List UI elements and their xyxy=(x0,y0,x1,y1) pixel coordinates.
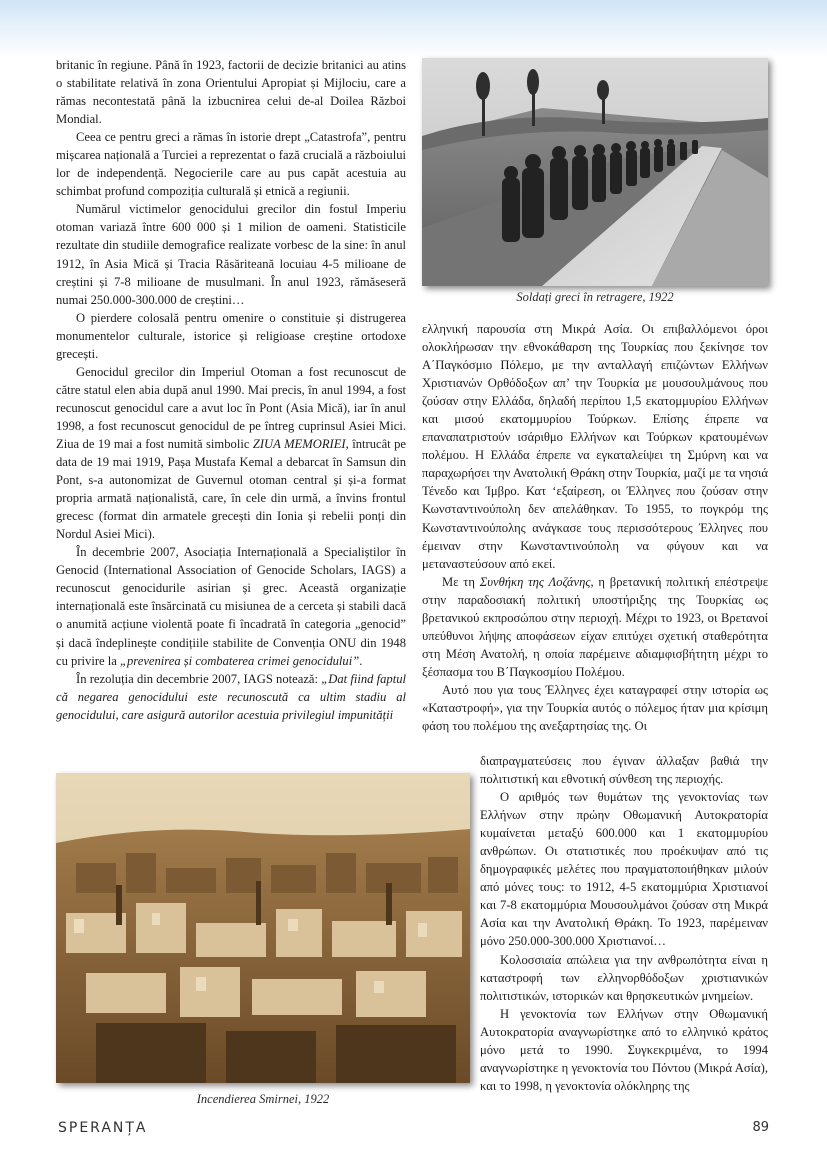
paragraph: Numărul victimelor genocidului grecilor din fostul Imperiu otoman variază între 600 000 și 1 milion de oameni. Statisticile rezultate din studiile demografice realizate vorbesc de la sine: în anul 1912, în Asia Mică și Tracia Răsăriteană locuiau 4-5 milioane de creștini și 7-8 milioane de musulmani. În anul 1923, rămăseseră numai 250.000-300.000 de creștini… xyxy=(56,202,406,307)
soldiers-photo-image xyxy=(422,58,768,286)
paragraph: Κολοσσιαία απώλεια για την ανθρωπότητα είναι η καταστροφή των ελληνορθόδοξων χριστιανικών πολιτιστικών, ιστορικών και θρησκευτικών μνημείων. xyxy=(480,952,768,1003)
paragraph: britanic în regiune. Până în 1923, factorii de decizie britanici au atins o stabilitate relativă în zona Orientului Apropiat și Mijlociu, care a rămas necontestată până la izbucnirea celui de-al Doilea Război Mondial. xyxy=(56,58,406,127)
paragraph: διαπραγματεύσεις που έγιναν άλλαξαν βαθιά την πολιτιστική και εθνοτική σύνθεση της περιοχής. xyxy=(480,754,768,787)
soldiers-photo-caption: Soldați greci în retragere, 1922 xyxy=(516,290,674,304)
paragraph xyxy=(422,573,768,681)
header-band xyxy=(0,0,827,58)
article-column-romanian xyxy=(56,56,406,724)
text-run: În decembrie 2007, Asociația Internațională a Specialiștilor în Genocid (International Association of Genocide Scholars, IAGS) a recunoscut genocidurile asirian și grec. Această organizație internațională este însărcinată cu misiunea de a cerceta și stabili dacă o anumită acțiune violentă poate fi încadrată în categoria „genocid” și dacă îndeplinește condițiile stabilite de Convenția ONU din 1948 cu privire la xyxy=(56,545,406,668)
paragraph: Αυτό που για τους Έλληνες έχει καταγραφεί στην ιστορία ως «Καταστροφή», για την Τουρκία αυτός ο πόλεμος ήταν μια κρίσιμη φάση του πολέμου της ανεξαρτησίας της. Οι xyxy=(422,682,768,734)
page-number: 89 xyxy=(752,1120,769,1135)
smyrna-photo-caption: Incendierea Smirnei, 1922 xyxy=(196,1092,330,1106)
smyrna-photo xyxy=(56,773,470,1083)
paragraph: O pierdere colosală pentru omenire o constituie și distrugerea monumentelor culturale, istorice și religioase creștine ortodoxe grecești. xyxy=(56,310,406,361)
emphasis-text: „prevenirea și combaterea crimei genocidului” xyxy=(120,653,360,668)
text-run: , η βρετανική πολιτική επέστρεψε στην παραδοσιακή πολιτική υποστήριξης της Τουρκίας ως βρετανικού εκπροσώπου στην περιοχή. Μέχρι το 1923, οι Βρετανοί υπεύθυνοι λήψης αποφάσεων είχαν επιτύχει σχετική σταθερότητα στη Μέση Ανατολή, η οποία παρέμεινε αδιαμφισβήτητη μέχρι το ξέσπασμα του Β΄Παγκοσμίου Πολέμου. xyxy=(422,574,768,679)
emphasis-text: ZIUA MEMORIEI xyxy=(252,436,346,451)
emphasis-text: Συνθήκη της Λοζάνης xyxy=(479,574,591,589)
text-run: Genocidul grecilor din Imperiul Otoman a fost recunoscut de către statul elen abia după anul 1990. Mai precis, în anul 1994, a fost recunoscut genocidul care a avut loc în Pont (Asia Mică), iar în anul 1998, a fost recunoscut genocidul de pe întreg cuprinsul Asiei Mici. Ziua de 19 mai a fost numită simbolic xyxy=(56,364,406,451)
paragraph: Ceea ce pentru greci a rămas în istorie drept „Catastrofa”, pentru mișcarea națională a Turciei a reprezentat o fază crucială a războiului lor de independență. Negocierile care au pus capăt acestuia au schimbat profund compoziția culturală și etnică a regiunii. xyxy=(56,130,406,199)
emphasis-text: „Dat fiind faptul că negarea genocidului este recunoscută ca ultim stadiu al genocidului, care asigură autorilor acestuia privilegiul impunității xyxy=(56,671,407,722)
smyrna-photo-image xyxy=(56,773,470,1083)
paragraph: Ο αριθμός των θυμάτων της γενοκτονίας των Ελλήνων στην πρώην Οθωμανική Αυτοκρατορία κυμαίνεται μεταξύ 600.000 και 1 εκατομμυρίου ανθρώπων. Οι στατιστικές που προέκυψαν από τις δημογραφικές μελέτες που πραγματοποιήθηκαν μιλούν από μόνες τους: το 1912, 4-5 εκατομμύρια Χριστιανοί και 7-8 εκατομμύρια Μουσουλμάνοι ζούσαν στη Μικρά Ασία και την Ανατολική Θράκη. Το 1923, παρέμειναν μόνο 250.000-300.000 Χριστιανοί… xyxy=(480,790,768,949)
article-column-greek-bottom xyxy=(480,752,768,1095)
article-column-greek-top xyxy=(422,320,768,735)
paragraph: Η γενοκτονία των Ελλήνων στην Οθωμανική Αυτοκρατορία αναγνωρίστηκε από το ελληνικό κράτος μόνο μετά το 1990. Συγκεκριμένα, το 1994 αναγνωρίστηκε η γενοκτονία του Πόντου (Μικρά Ασία), και το 1998, η γενοκτονία ολόκληρης της xyxy=(480,1006,768,1093)
paragraph: ελληνική παρουσία στη Μικρά Ασία. Οι επιβαλλόμενοι όροι ολοκλήρωσαν την εθνοκάθαρση της Τουρκίας που ξεκίνησε τον Α΄Παγκόσμιο Πόλεμο, με την ανταλλαγή επιζώντων Ελλήνων Χριστιανών Ορθόδοξων απ’ την Τουρκία με μουσουλμάνους που ζούσαν στην Ελλάδα, δηλαδή περίπου 1,5 εκατομμυρίου Ελλήνων και μισού εκατομμυρίου Τούρκων. Επίσης έπρεπε να επαναπατριστούν ισάριθμο Ελλήνων και Τούρκων κρατουμένων πολέμου. Η Ελλάδα έπρεπε να εγκαταλείψει τη Σμύρνη και να παραχωρήσει την Ανατολική Θράκη στην Τουρκία, μαζί με τα νησιά Τένεδο και Ίμβρο. Κατ ‘εξαίρεση, οι Έλληνες που ζούσαν στην Κωνσταντινούπολη δεν απελάθηκαν. Το 1955, το πογκρόμ της Κωνσταντινούπολης ανάγκασε τους περισσότερους Έλληνες που έμειναν στην Κωνσταντινούπολη να φύγουν και να μεταναστεύσουν από εκεί. xyxy=(422,322,768,571)
text-run: . xyxy=(359,653,363,668)
paragraph xyxy=(56,363,406,543)
text-run: Με τη xyxy=(442,574,480,589)
paragraph xyxy=(56,543,406,669)
soldiers-photo xyxy=(422,58,768,286)
paragraph xyxy=(56,670,406,724)
text-run: În rezoluția din decembrie 2007, IAGS notează: xyxy=(76,671,322,686)
magazine-name: SPERANȚA xyxy=(58,1120,148,1136)
text-run: , întrucât pe data de 19 mai 1919, Pașa Mustafa Kemal a debarcat în Samsun din Pont, s-a autonomizat de Guvernul otoman central și și-a format propria armată naționalistă, care, în cele din urmă, a învins frontul grecesc (format din armatele grecești din Ionia și rebelii ponți din Nordul Asiei Mici). xyxy=(56,436,407,542)
